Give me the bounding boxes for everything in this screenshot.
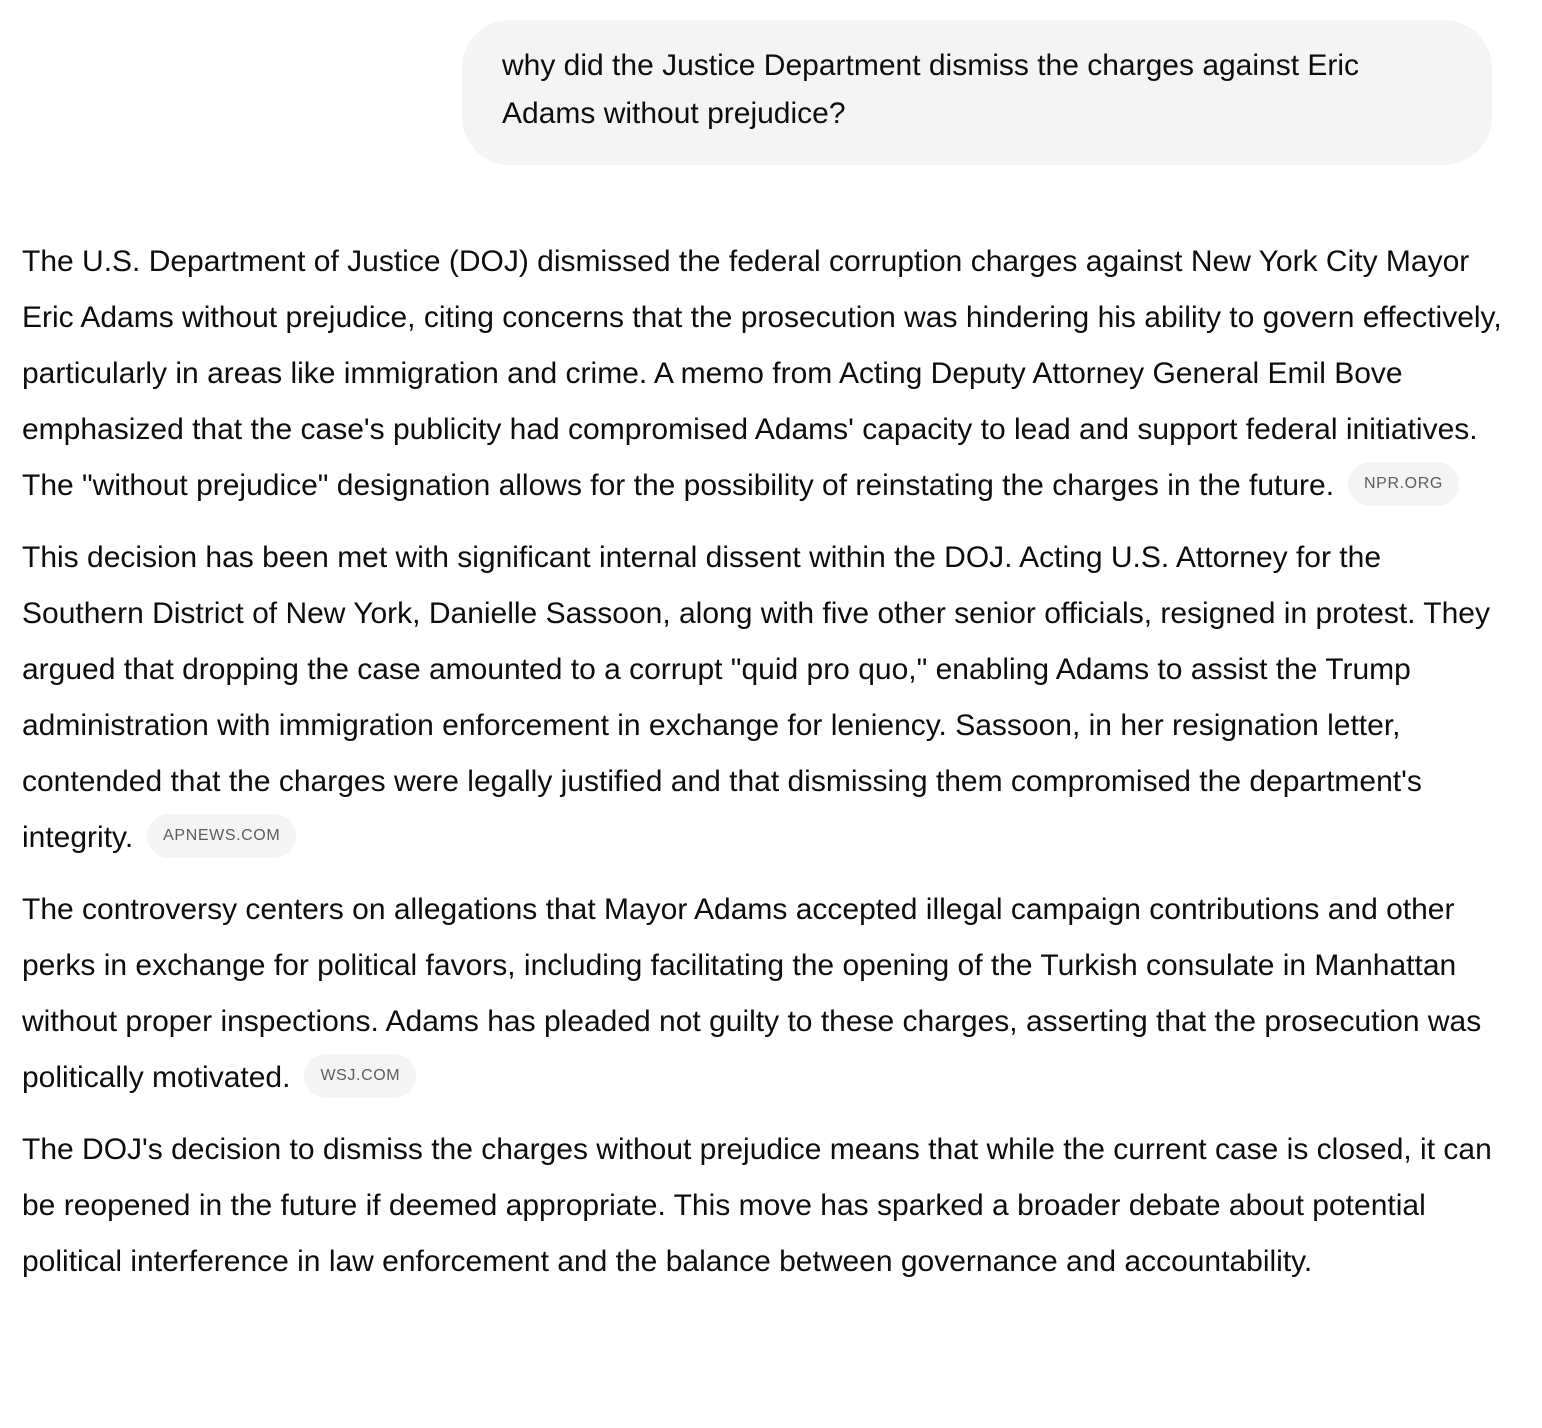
paragraph-text: The controversy centers on allegations that Mayor Adams accepted illegal campaign contributions and other perks in exchange for political favors, including facilitating the opening of the Turkish consulate in Manhattan without proper inspections. Adams has pleaded not guilty to these charges, asserting that the prosecution was politically motivated. (22, 893, 1482, 1094)
source-chip-npr[interactable]: NPR.ORG (1348, 462, 1459, 506)
user-message-bubble: why did the Justice Department dismiss the charges against Eric Adams without prejudice? (462, 20, 1492, 165)
assistant-paragraph-1 (22, 234, 1502, 514)
assistant-message (22, 234, 1502, 1306)
source-chip-wsj[interactable]: WSJ.COM (304, 1054, 416, 1098)
assistant-paragraph-2 (22, 530, 1502, 866)
paragraph-text: The DOJ's decision to dismiss the charges without prejudice means that while the current case is closed, it can be reopened in the future if deemed appropriate. This move has sparked a broader debate about potential political interference in law enforcement and the balance between governance and accountability. (22, 1133, 1492, 1278)
source-chip-apnews[interactable]: APNEWS.COM (147, 814, 296, 858)
paragraph-text: The U.S. Department of Justice (DOJ) dismissed the federal corruption charges against New York City Mayor Eric Adams without prejudice, citing concerns that the prosecution was hindering his ability to govern effectively, particularly in areas like immigration and crime. A memo from Acting Deputy Attorney General Emil Bove emphasized that the case's publicity had compromised Adams' capacity to lead and support federal initiatives. The "without prejudice" designation allows for the possibility of reinstating the charges in the future. (22, 245, 1502, 502)
assistant-paragraph-3 (22, 882, 1502, 1106)
paragraph-text: This decision has been met with significant internal dissent within the DOJ. Acting U.S. Attorney for the Southern District of New York, Danielle Sassoon, along with five other senior officials, resigned in protest. They argued that dropping the case amounted to a corrupt "quid pro quo," enabling Adams to assist the Trump administration with immigration enforcement in exchange for leniency. Sassoon, in her resignation letter, contended that the charges were legally justified and that dismissing them compromised the department's integrity. (22, 541, 1490, 854)
assistant-paragraph-4 (22, 1122, 1502, 1290)
user-message-row (462, 20, 1492, 165)
